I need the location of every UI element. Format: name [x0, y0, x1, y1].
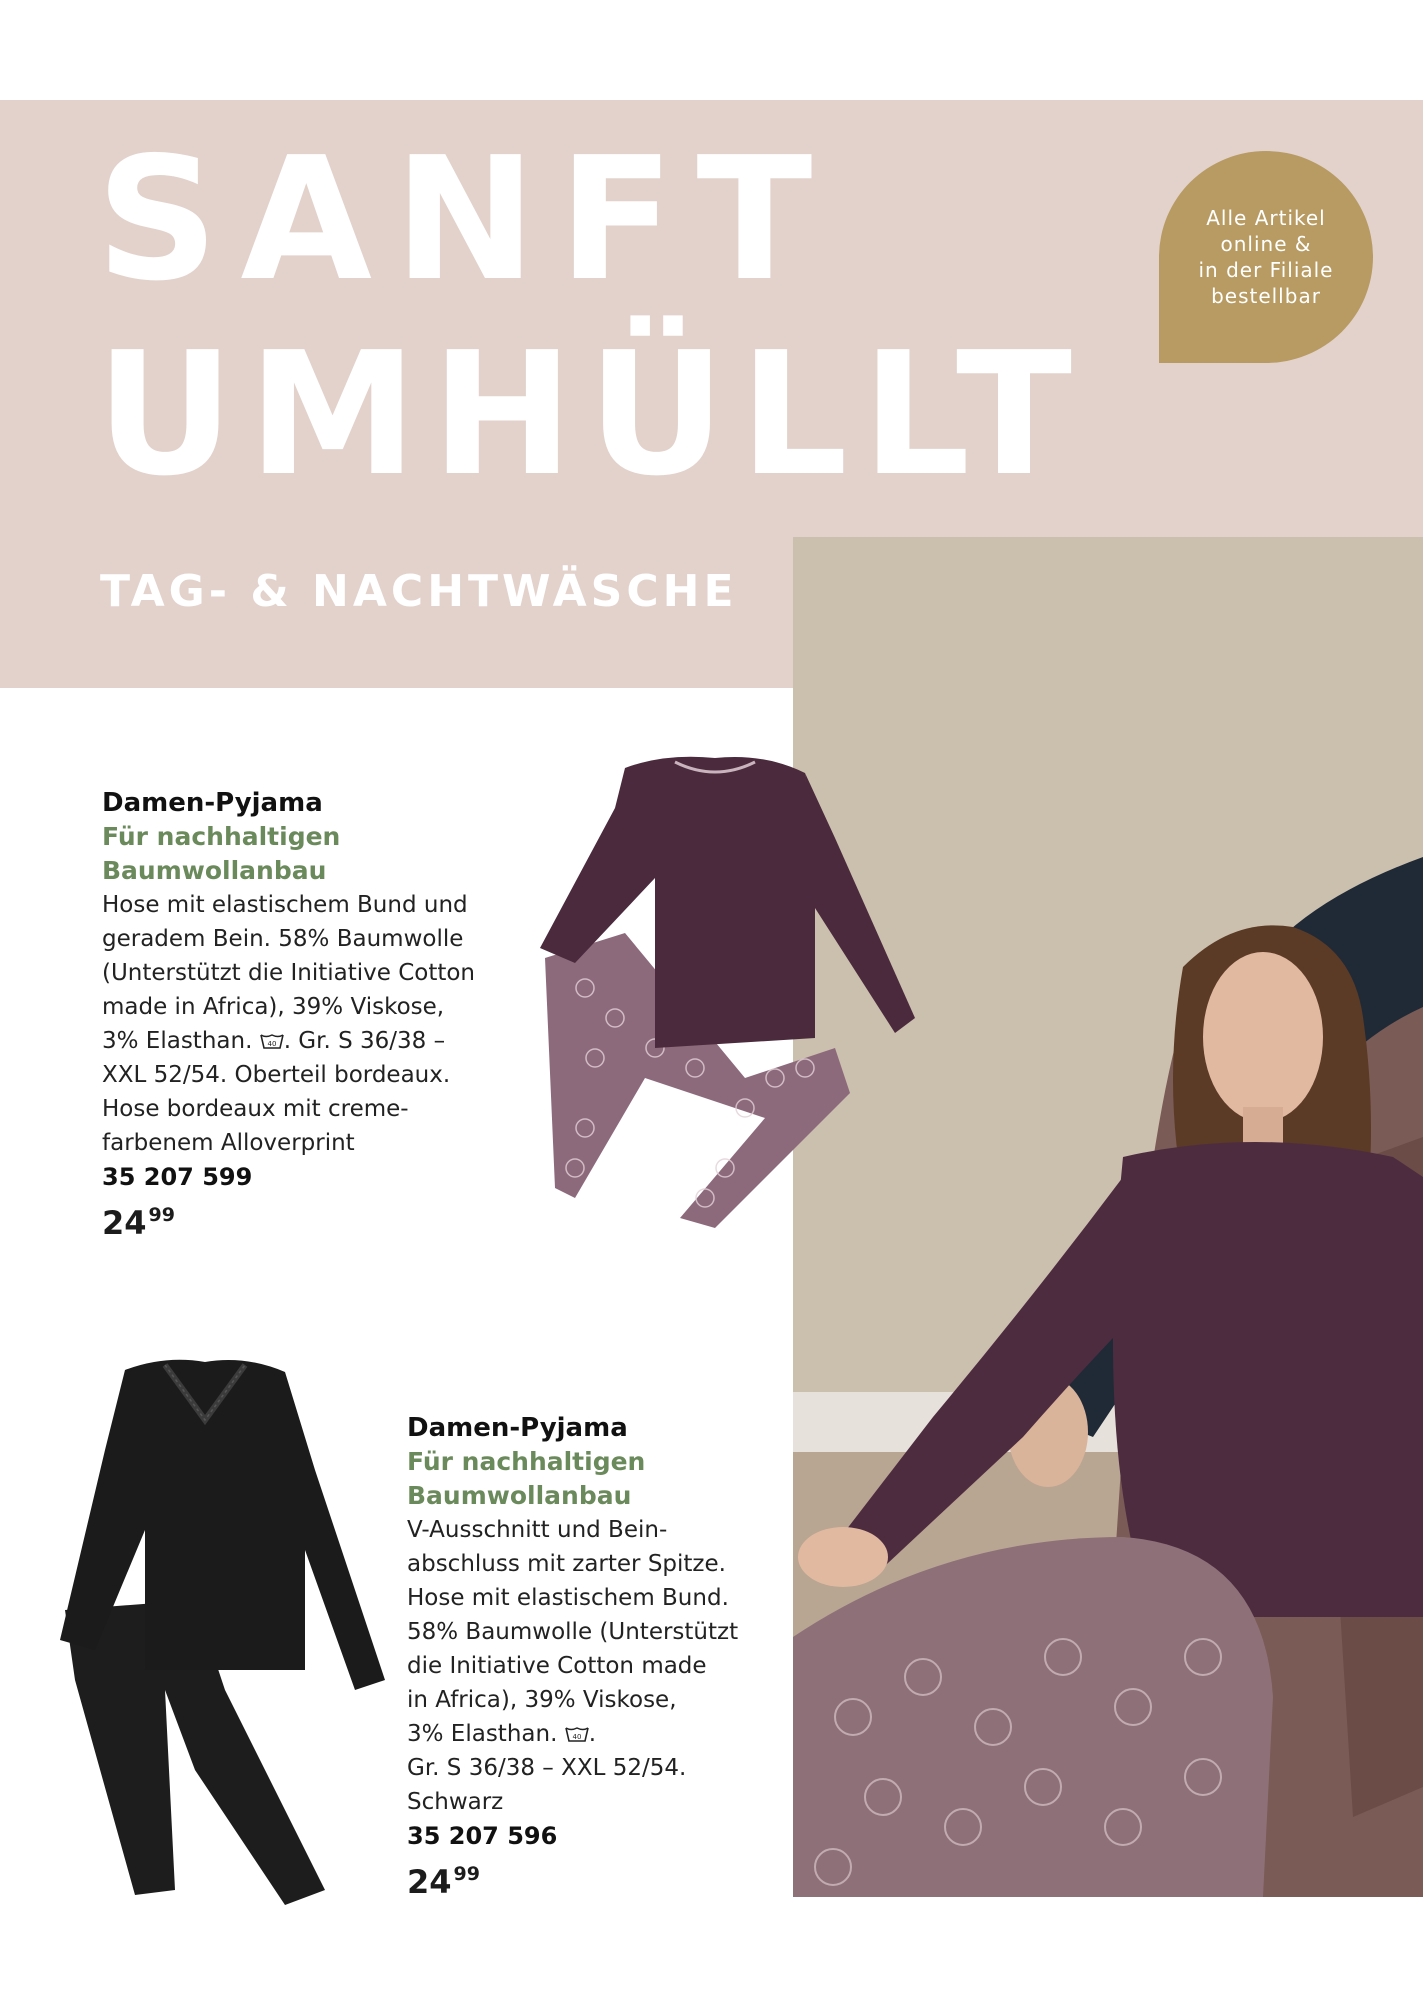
product-title: Damen-Pyjama [407, 1413, 628, 1443]
price-cents: 99 [453, 1863, 480, 1885]
badge-line-2: online & [1220, 232, 1312, 256]
article-number: 35 207 599 [102, 1163, 253, 1191]
availability-badge [1159, 151, 1373, 363]
price [102, 1198, 522, 1240]
description-part-1: Hose mit elastischem Bund und geradem Bein. 58% Baumwolle (Unterstützt die Initiative Cotton made in Africa), 39% Viskose, 3% Elasthan. [102, 892, 476, 1054]
headline-line-1: SANFT [96, 121, 835, 319]
wash-icon [565, 1719, 589, 1741]
badge-line-3: in der Filiale [1198, 258, 1334, 282]
price-cents: 99 [148, 1204, 175, 1226]
bordeaux-pyjama-image [515, 748, 915, 1248]
description-part-2: . Gr. S 36/38 – XXL 52/54. Oberteil bordeaux. Hose bordeaux mit creme- farbenem Alloverprint [102, 1028, 451, 1156]
black-pyjama-image [55, 1350, 385, 1910]
sustainability-claim: Für nachhaltigen Baumwollanbau [407, 1447, 646, 1510]
product-title: Damen-Pyjama [102, 788, 323, 818]
price [407, 1857, 777, 1899]
article-number: 35 207 596 [407, 1822, 558, 1850]
description-part-1: V-Ausschnitt und Bein- abschluss mit zarter Spitze. Hose mit elastischem Bund. 58% Baumwolle (Unterstützt die Initiative Cotton made in Africa), 39% Viskose, 3% Elasthan. [407, 1517, 739, 1747]
product-description [407, 1513, 777, 1819]
product-card-2 [407, 1411, 777, 1899]
sustainability-claim: Für nachhaltigen Baumwollanbau [102, 822, 341, 885]
section-subtitle: TAG- & NACHTWÄSCHE [100, 566, 738, 617]
wash-temperature: 40 [572, 1733, 582, 1741]
price-main: 24 [407, 1863, 452, 1901]
headline-line-2: UMHÜLLT [96, 316, 1087, 514]
product-card-1 [102, 786, 522, 1240]
badge-line-4: bestellbar [1211, 284, 1321, 308]
price-main: 24 [102, 1204, 147, 1242]
product-description [102, 888, 522, 1160]
wash-icon [260, 1026, 284, 1048]
wash-temperature: 40 [267, 1040, 277, 1048]
description-part-2: . Gr. S 36/38 – XXL 52/54. Schwarz [407, 1721, 687, 1815]
badge-line-1: Alle Artikel [1206, 206, 1326, 230]
